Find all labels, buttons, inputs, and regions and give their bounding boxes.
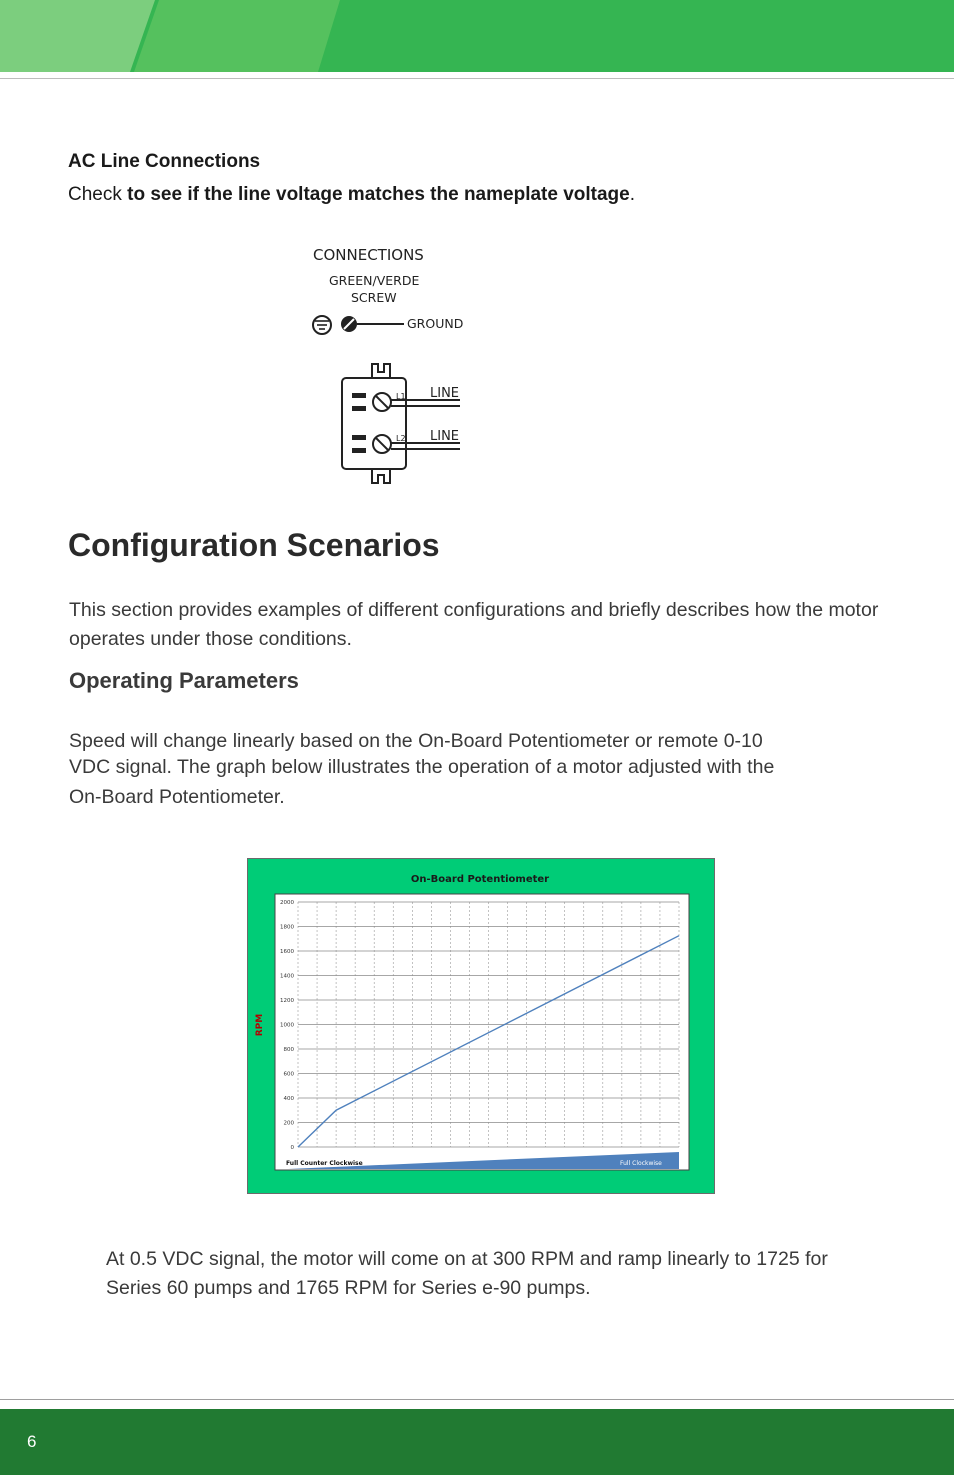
y-tick-label: 400	[283, 1096, 294, 1102]
header-band-light	[0, 0, 155, 72]
diagram-screw-label-2: SCREW	[351, 290, 397, 305]
terminal-block	[342, 364, 406, 483]
footer-band	[0, 1409, 954, 1475]
page-number: 6	[27, 1432, 37, 1451]
line-label-1: LINE	[430, 386, 460, 401]
operating-parameters-body	[69, 728, 889, 810]
y-tick-label: 1000	[280, 1022, 294, 1029]
y-tick-label: 1600	[280, 949, 294, 955]
y-tick-label: 600	[283, 1071, 294, 1078]
terminal-l2-label: L2	[396, 434, 406, 443]
ac-subtitle-suffix: .	[629, 184, 636, 205]
y-tick-label: 0	[290, 1145, 294, 1151]
y-tick-label: 1200	[280, 998, 294, 1004]
footnote-paragraph: At 0.5 VDC signal, the motor will come on at 300 RPM and ramp linearly to 1725 for Series 60 pumps and 1765 RPM for Series e-90 pumps.	[106, 1248, 828, 1299]
section-title: Configuration Scenarios	[68, 527, 440, 563]
y-tick-label: 1800	[280, 924, 294, 931]
connections-diagram	[300, 240, 490, 495]
x-label-right: Full Clockwise	[620, 1160, 662, 1167]
ac-section-subtitle	[68, 184, 635, 206]
op-body-line-2: VDC signal. The graph below illustrates the operation of a motor adjusted with the	[69, 756, 775, 778]
operating-parameters-title: Operating Parameters	[69, 668, 299, 693]
y-axis-label: RPM	[255, 1013, 265, 1037]
y-tick-label: 800	[283, 1047, 294, 1053]
diagram-ground-label: GROUND	[407, 316, 464, 331]
header-band	[0, 0, 954, 72]
chart-title: On-Board Potentiometer	[410, 874, 550, 885]
ground-symbol-icon	[313, 316, 331, 334]
footer-rule	[0, 1399, 954, 1400]
x-label-left: Full Counter Clockwise	[286, 1160, 363, 1167]
intro-paragraph: This section provides examples of different configurations and briefly describes how the motor operates under those conditions.	[69, 599, 879, 650]
y-tick-label: 2000	[280, 900, 294, 906]
plot-area	[275, 894, 689, 1170]
ac-section-title: AC Line Connections	[68, 151, 261, 172]
diagram-screw-label-1: GREEN/VERDE	[329, 273, 420, 288]
header-rule	[0, 78, 954, 79]
grid-layer	[298, 902, 679, 1147]
screw-icon	[341, 316, 357, 332]
chart-svg	[248, 859, 714, 1193]
op-body-line-1: Speed will change linearly based on the On-Board Potentiometer or remote 0-10	[69, 730, 763, 752]
line-label-2: LINE	[430, 429, 460, 444]
ac-subtitle-bold: to see if the line voltage matches the nameplate voltage	[127, 184, 630, 205]
ac-subtitle-prefix: Check	[68, 184, 122, 205]
header-band-mid	[134, 0, 340, 72]
y-tick-label: 1400	[280, 973, 294, 980]
terminal-l1-label: L1	[396, 392, 406, 401]
diagram-title: CONNECTIONS	[313, 246, 424, 264]
chart-frame	[247, 858, 715, 1194]
y-tick-label: 200	[283, 1120, 294, 1127]
op-body-line-3: On-Board Potentiometer.	[69, 786, 285, 808]
